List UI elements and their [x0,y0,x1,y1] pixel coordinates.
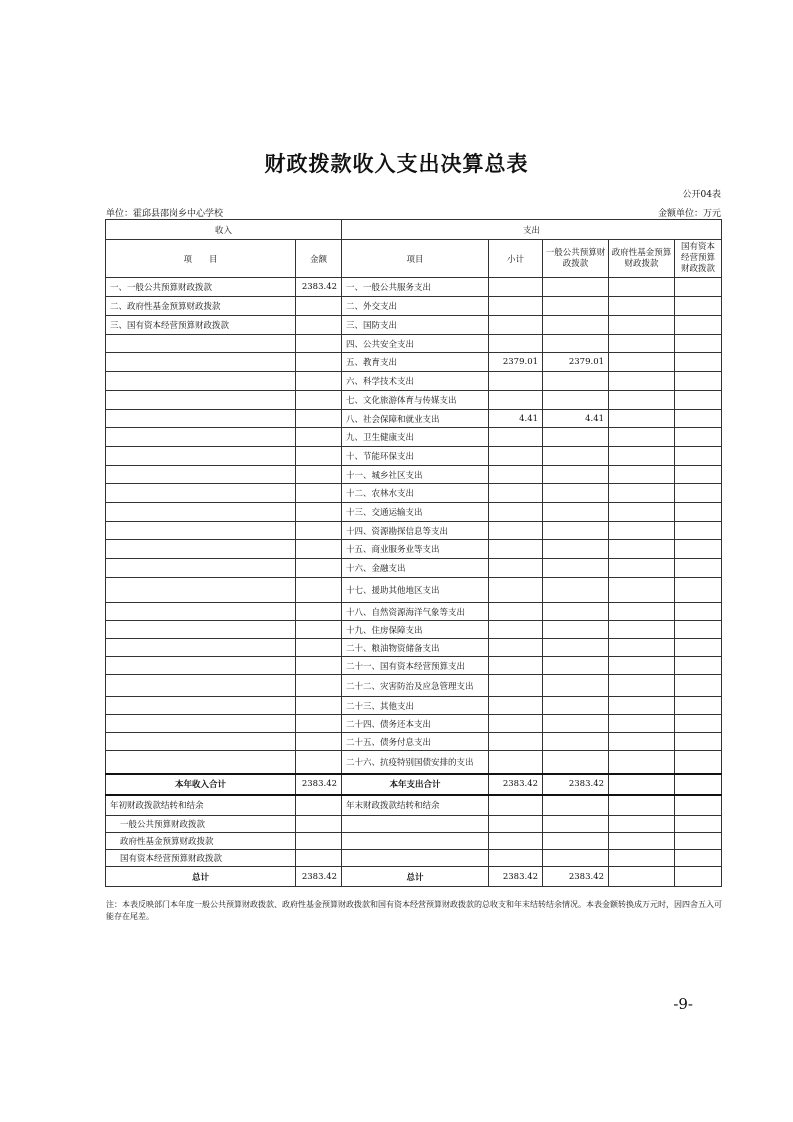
expense-item: 一、一般公共服务支出 [342,278,489,297]
expense-state [675,540,722,559]
expense-item: 十、节能环保支出 [342,447,489,466]
income-item [106,372,296,391]
expense-general [543,484,609,503]
income-item [106,751,296,774]
end-general [543,816,609,833]
begin-amount [296,850,342,867]
table-row [106,733,722,751]
expense-item: 二十三、其他支出 [342,697,489,715]
income-item [106,335,296,353]
expense-general [543,522,609,540]
grand-total-state [675,867,722,887]
income-item [106,484,296,503]
subtotal-header: 小计 [489,240,543,278]
expense-state [675,297,722,316]
income-amount: 2383.42 [296,278,342,297]
expense-state [675,733,722,751]
expense-subtotal [489,675,543,697]
expense-state [675,675,722,697]
expense-general [543,316,609,335]
expense-subtotal [489,428,543,447]
expense-subtotal [489,578,543,603]
expense-subtotal [489,603,543,621]
expense-subtotal: 4.41 [489,410,543,428]
income-total: 2383.42 [296,774,342,795]
expense-general [543,447,609,466]
expense-item: 十三、交通运输支出 [342,503,489,522]
table-row [106,675,722,697]
expense-subtotal [489,522,543,540]
expense-fund [609,657,675,675]
expense-item: 二十一、国有资本经营预算支出 [342,657,489,675]
expense-fund [609,715,675,733]
expense-item: 十四、资源勘探信息等支出 [342,522,489,540]
item-header: 项 目 [106,240,296,278]
table-row [106,297,722,316]
end-state [675,833,722,850]
begin-amount [296,816,342,833]
income-amount [296,751,342,774]
expense-state [675,503,722,522]
end-state [675,816,722,833]
income-item [106,410,296,428]
expense-subtotal [489,621,543,639]
expense-general [543,603,609,621]
table-row [106,578,722,603]
expense-item: 四、公共安全支出 [342,335,489,353]
expense-general [543,697,609,715]
income-item [106,697,296,715]
table-row [106,833,722,850]
expense-general [543,540,609,559]
expense-subtotal [489,657,543,675]
income-amount [296,522,342,540]
grand-total-label-expense: 总计 [342,867,489,887]
expense-fund [609,335,675,353]
end-subtotal [489,850,543,867]
expense-state [675,522,722,540]
expense-state [675,372,722,391]
income-amount [296,353,342,372]
expense-subtotal [489,447,543,466]
expense-general [543,578,609,603]
end-general [543,795,609,816]
expense-general [543,503,609,522]
table-row [106,603,722,621]
income-amount [296,697,342,715]
end-balance-label: 年末财政拨款结转和结余 [342,795,489,816]
income-item [106,428,296,447]
expense-fund [609,410,675,428]
expense-subtotal [489,316,543,335]
table-row [106,795,722,816]
expense-item: 二十五、债务付息支出 [342,733,489,751]
table-row [106,466,722,484]
expense-state [675,466,722,484]
table-row [106,850,722,867]
begin-general: 一般公共预算财政拨款 [106,816,296,833]
expense-state [675,428,722,447]
grand-total-subtotal: 2383.42 [489,867,543,887]
table-row [106,447,722,466]
expense-state [675,697,722,715]
table-row [106,540,722,559]
page-number: -9- [673,995,693,1013]
begin-balance-label: 年初财政拨款结转和结余 [106,795,296,816]
income-amount [296,484,342,503]
general-header: 一般公共预算财政拨款 [543,240,609,278]
income-item [106,715,296,733]
begin-fund: 政府性基金预算财政拨款 [106,833,296,850]
expense-subtotal [489,751,543,774]
grand-total-general: 2383.42 [543,867,609,887]
table-row [106,503,722,522]
income-amount [296,372,342,391]
expense-general [543,675,609,697]
income-amount [296,316,342,335]
expense-state [675,578,722,603]
table-row [106,751,722,774]
expense-subtotal [489,697,543,715]
expense-general [543,621,609,639]
income-amount [296,503,342,522]
expense-item: 七、文化旅游体育与传媒支出 [342,391,489,410]
table-row [106,353,722,372]
expense-state [675,715,722,733]
expense-general: 4.41 [543,410,609,428]
expense-fund [609,621,675,639]
grand-total-label: 总计 [106,867,296,887]
unit-label: 单位：霍邱县邵岗乡中心学校 [106,209,224,219]
expense-fund [609,675,675,697]
income-amount [296,603,342,621]
expense-fund [609,428,675,447]
income-amount [296,428,342,447]
expense-general: 2379.01 [543,353,609,372]
expense-item: 十一、城乡社区支出 [342,466,489,484]
expense-fund [609,353,675,372]
expense-fund [609,503,675,522]
end-state [675,795,722,816]
expense-fund [609,466,675,484]
expense-general [543,391,609,410]
expense-state [675,316,722,335]
expense-general [543,751,609,774]
expense-subtotal [489,466,543,484]
table-row [106,816,722,833]
income-amount [296,559,342,578]
expense-general [543,639,609,657]
grand-total-income: 2383.42 [296,867,342,887]
income-item [106,559,296,578]
expense-total-state [675,774,722,795]
expense-fund [609,316,675,335]
footnote: 注：本表反映部门本年度一般公共预算财政拨款、政府性基金预算财政拨款和国有资本经营预算财政拨款的总收支和年末结转结余情况。本表金额转换成万元时，因四舍五入可能存在尾差。 [106,900,722,921]
expense-subtotal [489,540,543,559]
expense-fund [609,603,675,621]
expense-total-fund [609,774,675,795]
expense-general [543,715,609,733]
expense-fund [609,733,675,751]
income-amount [296,410,342,428]
expense-total-label: 本年支出合计 [342,774,489,795]
income-header: 收入 [106,220,342,240]
expense-state [675,751,722,774]
expense-fund [609,278,675,297]
expense-state [675,484,722,503]
income-amount [296,621,342,639]
income-amount [296,639,342,657]
expense-state [675,603,722,621]
income-item [106,733,296,751]
table-row [106,657,722,675]
income-total-label: 本年收入合计 [106,774,296,795]
expense-item: 十六、金融支出 [342,559,489,578]
expense-subtotal [489,335,543,353]
table-row [106,522,722,540]
expense-item: 五、教育支出 [342,353,489,372]
expense-total-general: 2383.42 [543,774,609,795]
expense-item: 二十、粮油物资储备支出 [342,639,489,657]
income-amount [296,578,342,603]
expense-fund [609,484,675,503]
expense-subtotal [489,715,543,733]
end-general [543,850,609,867]
begin-balance-amount [296,795,342,816]
expense-general [543,428,609,447]
end-item [342,816,489,833]
income-item [106,353,296,372]
end-fund [609,833,675,850]
income-item [106,639,296,657]
state-header: 国有资本经营预算财政拨款 [675,240,722,278]
expense-subtotal [489,372,543,391]
expense-subtotal: 2379.01 [489,353,543,372]
expense-subtotal [489,639,543,657]
begin-amount [296,833,342,850]
table-row [106,621,722,639]
income-item [106,578,296,603]
expense-general [543,466,609,484]
page-title: 财政拨款收入支出决算总表 [264,151,529,176]
expense-state [675,391,722,410]
income-item: 一、一般公共预算财政拨款 [106,278,296,297]
table-row [106,484,722,503]
expense-general [543,733,609,751]
form-number: 公开04表 [682,190,721,200]
expense-fund [609,751,675,774]
expense-item: 十二、农林水支出 [342,484,489,503]
expense-fund [609,578,675,603]
income-amount [296,447,342,466]
expense-fund [609,297,675,316]
expense-item: 九、卫生健康支出 [342,428,489,447]
end-general [543,833,609,850]
income-item [106,522,296,540]
expense-item: 十九、住房保障支出 [342,621,489,639]
expense-state [675,335,722,353]
fund-header: 政府性基金预算财政拨款 [609,240,675,278]
item2-header: 项目 [342,240,489,278]
expense-fund [609,372,675,391]
expense-item: 二十六、抗疫特别国债安排的支出 [342,751,489,774]
income-item [106,657,296,675]
expense-fund [609,522,675,540]
budget-table [105,219,722,887]
expense-subtotal [489,559,543,578]
table-row [106,335,722,353]
income-amount [296,657,342,675]
table-row [106,391,722,410]
end-fund [609,795,675,816]
expense-state [675,410,722,428]
income-item [106,447,296,466]
expense-state [675,353,722,372]
income-item [106,675,296,697]
expense-fund [609,391,675,410]
income-item [106,391,296,410]
expense-fund [609,697,675,715]
table-row [106,559,722,578]
expense-general [543,372,609,391]
expense-item: 八、社会保障和就业支出 [342,410,489,428]
expense-general [543,278,609,297]
table-row [106,372,722,391]
expense-total-subtotal: 2383.42 [489,774,543,795]
table-row [106,774,722,795]
expense-item: 二十四、债务还本支出 [342,715,489,733]
expense-item: 六、科学技术支出 [342,372,489,391]
expense-state [675,639,722,657]
income-amount [296,297,342,316]
begin-state: 国有资本经营预算财政拨款 [106,850,296,867]
income-item [106,603,296,621]
expense-item: 十五、商业服务业等支出 [342,540,489,559]
income-item: 二、政府性基金预算财政拨款 [106,297,296,316]
amount-header: 金额 [296,240,342,278]
income-amount [296,540,342,559]
table-row [106,867,722,887]
end-subtotal [489,833,543,850]
expense-item: 十八、自然资源海洋气象等支出 [342,603,489,621]
expense-state [675,657,722,675]
expense-item: 二、外交支出 [342,297,489,316]
end-fund [609,816,675,833]
expense-general [543,657,609,675]
expense-state [675,278,722,297]
end-subtotal [489,795,543,816]
expense-fund [609,639,675,657]
expense-general [543,297,609,316]
expense-header: 支出 [342,220,722,240]
expense-item: 二十二、灾害防治及应急管理支出 [342,675,489,697]
income-amount [296,675,342,697]
expense-subtotal [489,278,543,297]
expense-state [675,447,722,466]
table-row [106,428,722,447]
table-row [106,410,722,428]
income-amount [296,466,342,484]
table-row [106,639,722,657]
end-fund [609,850,675,867]
end-item [342,850,489,867]
income-amount [296,715,342,733]
table-row [106,715,722,733]
income-amount [296,733,342,751]
expense-state [675,559,722,578]
expense-item: 三、国防支出 [342,316,489,335]
income-item: 三、国有资本经营预算财政拨款 [106,316,296,335]
expense-item: 十七、援助其他地区支出 [342,578,489,603]
expense-subtotal [489,391,543,410]
income-amount [296,335,342,353]
income-item [106,466,296,484]
table-row [106,278,722,297]
end-subtotal [489,816,543,833]
expense-fund [609,447,675,466]
expense-state [675,621,722,639]
money-unit-label: 金额单位：万元 [657,209,721,219]
grand-total-fund [609,867,675,887]
table-row [106,316,722,335]
expense-subtotal [489,297,543,316]
income-amount [296,391,342,410]
expense-subtotal [489,503,543,522]
end-item [342,833,489,850]
expense-subtotal [489,484,543,503]
income-item [106,503,296,522]
income-item [106,621,296,639]
expense-general [543,335,609,353]
table-row [106,697,722,715]
expense-fund [609,540,675,559]
end-state [675,850,722,867]
income-item [106,540,296,559]
expense-general [543,559,609,578]
expense-subtotal [489,733,543,751]
expense-fund [609,559,675,578]
